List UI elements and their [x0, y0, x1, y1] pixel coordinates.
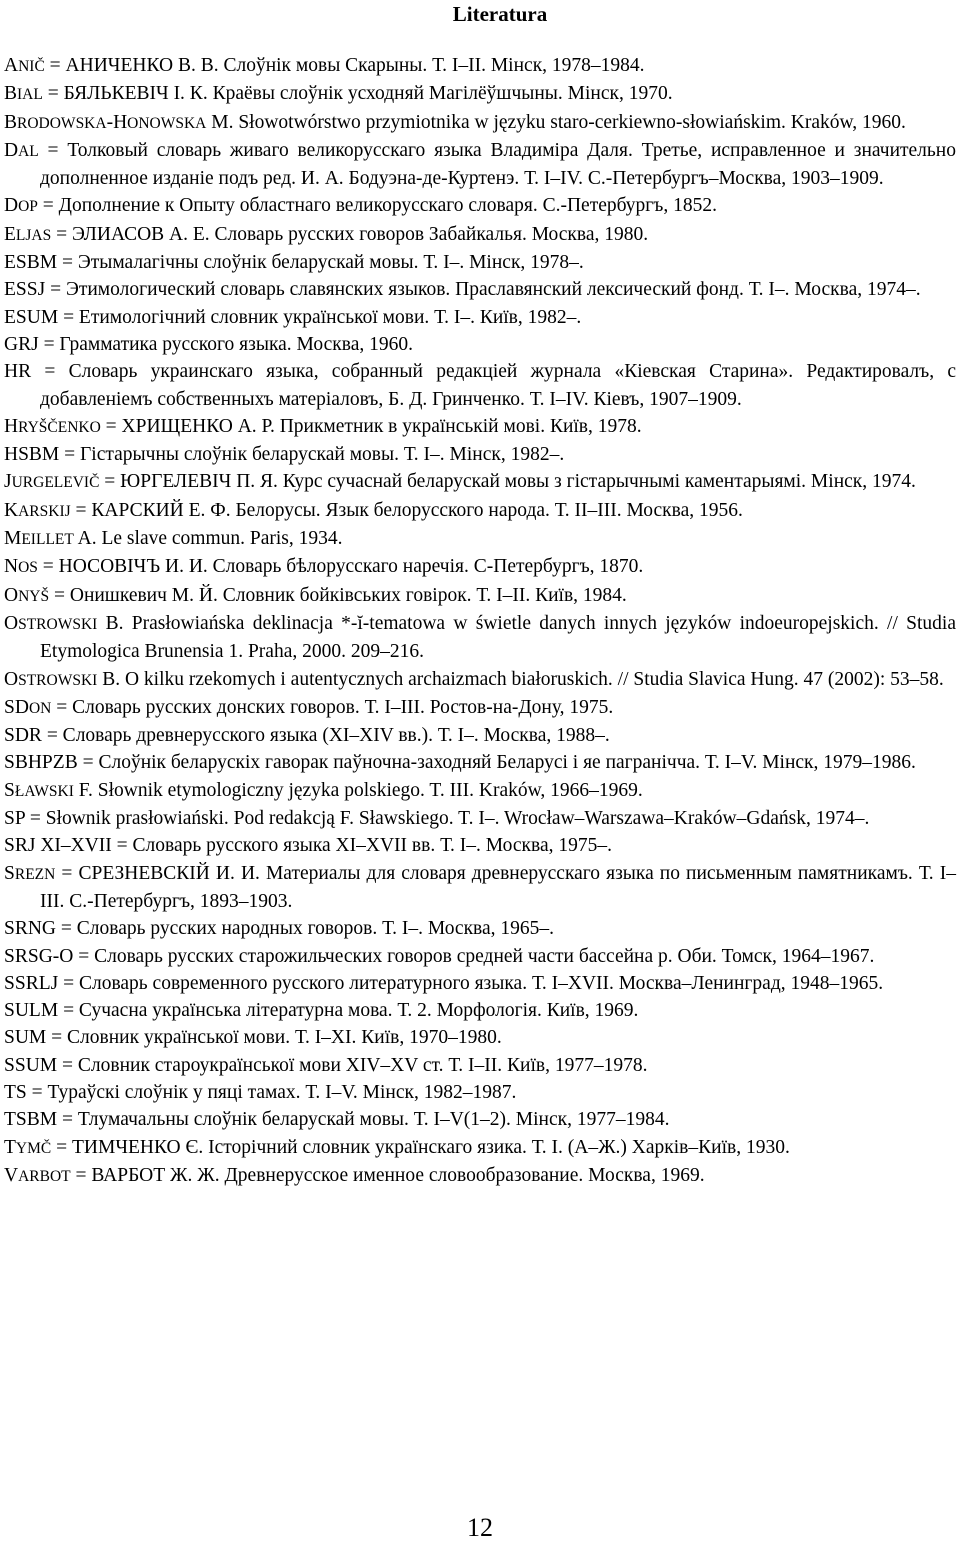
- abbreviation-part: А: [65, 55, 80, 76]
- entry-text: А. Е. Словарь русских говоров Забайкалья. Москва, 1980.: [164, 223, 649, 245]
- abbreviation-part: GRJ: [4, 333, 39, 355]
- abbreviation-part: =: [100, 415, 122, 437]
- entry-text: = Словарь русского языка XI–XVII вв. Т. I–. Москва, 1975–.: [111, 835, 612, 857]
- abbreviation-part: =: [44, 55, 66, 76]
- abbreviation-part: T: [4, 1136, 16, 1158]
- reference-entry: [4, 1024, 956, 1051]
- entry-abbreviation: [4, 556, 160, 577]
- entry-abbreviation: [4, 279, 45, 300]
- entry-abbreviation: [4, 224, 164, 245]
- abbreviation-part: Э: [72, 223, 84, 245]
- reference-entry: [4, 970, 956, 997]
- entry-abbreviation: [4, 140, 39, 161]
- entry-abbreviation: [4, 780, 74, 801]
- abbreviation-part: НИЧЕНКО: [79, 55, 174, 76]
- entry-abbreviation: [4, 252, 57, 273]
- abbreviation-part: OS: [18, 559, 38, 577]
- entry-abbreviation: [4, 1055, 57, 1076]
- abbreviation-part: SDR: [4, 725, 42, 747]
- abbreviation-part: NIČ: [18, 58, 45, 75]
- entry-text: = Гістарычны слоўнік беларускай мовы. Т. I–. Мінск, 1982–.: [59, 444, 565, 466]
- entry-abbreviation: [4, 725, 42, 746]
- reference-list: [4, 52, 956, 1190]
- reference-entry: [4, 468, 956, 496]
- entry-text: = Грамматика русского языка. Москва, 1960.: [38, 333, 413, 355]
- entry-abbreviation: [4, 307, 58, 328]
- reference-entry: [4, 80, 956, 108]
- abbreviation-part: С: [78, 862, 92, 884]
- entry-text: И. И. Словарь бѣлорусскаго наречія. С-Петербургъ, 1870.: [160, 556, 644, 578]
- abbreviation-part: SUM: [4, 1027, 47, 1049]
- entry-text: = Словарь древнерусского языка (XI–XIV вв.). Т. I–. Москва, 1988–.: [41, 725, 610, 747]
- reference-entry: [4, 109, 956, 137]
- abbreviation-part: =: [42, 83, 64, 105]
- reference-entry: [4, 137, 956, 193]
- abbreviation-part: TSBM: [4, 1109, 58, 1131]
- reference-entry: [4, 749, 956, 776]
- abbreviation-part: РИЩЕНКО: [135, 415, 233, 437]
- entry-text: = Словарь русских старожильческих говоров средней части бассейна р. Оби. Томск, 1964–1967.: [73, 945, 875, 967]
- abbreviation-part: H: [4, 415, 19, 437]
- abbreviation-part: ЯЛЬКЕВІЧ: [74, 83, 169, 105]
- abbreviation-part: ARSKIJ: [18, 502, 71, 520]
- abbreviation-part: J: [4, 471, 12, 493]
- entry-text: = Дополнение к Опыту областнаго великорусскаго словаря. С.-Петербургъ, 1852.: [37, 195, 718, 217]
- entry-abbreviation: [4, 1027, 46, 1048]
- abbreviation-part: Т: [72, 1136, 84, 1158]
- entry-abbreviation: [4, 416, 233, 437]
- reference-entry: [4, 860, 956, 916]
- abbreviation-part: O: [4, 668, 19, 690]
- entry-abbreviation: [4, 752, 78, 773]
- abbreviation-part: SSRLJ: [4, 972, 59, 994]
- abbreviation-part: ESUM: [4, 306, 59, 328]
- reference-entry: [4, 52, 956, 80]
- abbreviation-part: Н: [58, 556, 73, 578]
- entry-abbreviation: [4, 835, 112, 856]
- abbreviation-part: SD: [4, 696, 29, 718]
- abbreviation-part: M: [4, 528, 22, 550]
- abbreviation-part: URGELEVIČ: [11, 474, 100, 492]
- abbreviation-part: O: [4, 612, 19, 634]
- reference-entry: [4, 192, 956, 220]
- abbreviation-part: IAL: [17, 86, 43, 104]
- entry-text: = Этымалагічны слоўнік беларускай мовы. Т. I–. Мінск, 1978–.: [57, 252, 584, 274]
- abbreviation-part: ONOWSKA: [127, 114, 207, 132]
- entry-text: B. Prasłowiańska deklinacja *-ĭ-tematowa w świetle danych innych języków indoeuropejskich. // Studia Etymologica Brunensia 1. Praha, 2000. 209–216.: [40, 612, 956, 663]
- abbreviation-part: АРБОТ: [103, 1164, 166, 1186]
- reference-entry: [4, 915, 956, 942]
- entry-abbreviation: [4, 1137, 181, 1158]
- reference-entry: [4, 413, 956, 441]
- reference-entry: [4, 249, 956, 276]
- entry-text: = Тлумачальны слоўнік беларускай мовы. Т. I–V(1–2). Мінск, 1977–1984.: [57, 1109, 670, 1131]
- entry-text: І. К. Краёвы слоўнік усходняй Магілёўшчыны. Мінск, 1970.: [168, 83, 673, 105]
- entry-text: Е. Ф. Белорусы. Язык белорусского народа. Т. II–III. Москва, 1956.: [183, 499, 743, 521]
- entry-abbreviation: [4, 361, 31, 382]
- abbreviation-part: =: [99, 471, 121, 493]
- abbreviation-part: RODOWSKA: [17, 114, 107, 132]
- entry-abbreviation: [4, 973, 58, 994]
- abbreviation-part: K: [4, 499, 19, 521]
- abbreviation-part: AL: [18, 142, 39, 160]
- abbreviation-part: SRNG: [4, 918, 57, 940]
- reference-entry: [4, 304, 956, 331]
- abbreviation-part: ESBM: [4, 252, 58, 274]
- entry-abbreviation: [4, 918, 56, 939]
- reference-entry: [4, 694, 956, 722]
- entry-text: Є. Історічний словник українскаго язика. Т. I. (А–Ж.) Харків–Київ, 1930.: [180, 1136, 790, 1158]
- abbreviation-part: LJAS: [15, 226, 52, 244]
- abbreviation-part: STROWSKI: [18, 615, 98, 633]
- abbreviation-part: O: [4, 584, 19, 606]
- abbreviation-part: A: [4, 55, 19, 76]
- abbreviation-part: РГЕЛЕВІЧ: [140, 471, 232, 493]
- abbreviation-part: ЛИАСОВ: [83, 223, 165, 245]
- reference-entry: [4, 582, 956, 610]
- abbreviation-part: STROWSKI: [18, 671, 98, 689]
- reference-entry: [4, 722, 956, 749]
- entry-text: = Етимологічний словник української мови. Т. I–. Київ, 1982–.: [58, 306, 582, 328]
- abbreviation-part: =: [51, 223, 72, 245]
- abbreviation-part: SULM: [4, 1000, 59, 1022]
- entry-abbreviation: [4, 528, 74, 549]
- abbreviation-part: YMČ: [15, 1139, 52, 1157]
- abbreviation-part: SRSG-O: [4, 945, 74, 967]
- entry-text: = Словник української мови. Т. I–XI. Київ, 1970–1980.: [46, 1027, 502, 1049]
- page-number: 12: [467, 1513, 493, 1542]
- entry-text: A. Le slave commun. Paris, 1934.: [73, 528, 343, 550]
- entry-text: = Толковый словарь живаго великорусскаго языка Владиміра Даля. Третье, исправленное и значительно дополненное изданіе подъ ред. И. А. Бодуэна-де-Куртенэ. Т. I–IV. С.-Петербургъ–Москва, 1903–1909.: [38, 139, 956, 190]
- abbreviation-part: S: [4, 862, 15, 884]
- reference-entry: [4, 1052, 956, 1079]
- abbreviation-part: РЕЗНЕВСКІЙ: [91, 862, 210, 884]
- section-heading: Literatura: [452, 2, 548, 26]
- entry-text: = Словарь русских донских говоров. Т. I–III. Ростов-на-Дону, 1975.: [51, 696, 614, 718]
- abbreviation-part: R: [18, 361, 32, 383]
- reference-entry: [4, 997, 956, 1024]
- entry-abbreviation: [4, 1165, 165, 1186]
- entry-text: = Словарь современного русского литературного языка. Т. I–XVII. Москва–Ленинград, 1948–1965.: [58, 972, 884, 994]
- entry-abbreviation: [4, 946, 73, 967]
- entry-abbreviation: [4, 500, 184, 521]
- reference-entry: [4, 276, 956, 303]
- entry-abbreviation: [4, 444, 59, 465]
- abbreviation-part: HSBM: [4, 444, 60, 466]
- abbreviation-part: =: [37, 556, 59, 578]
- entry-abbreviation: [4, 613, 97, 634]
- abbreviation-part: -H: [106, 111, 128, 133]
- entry-text: F. Słownik etymologiczny języka polskiego. T. III. Kraków, 1966–1969.: [73, 779, 643, 801]
- abbreviation-part: TS: [4, 1081, 27, 1103]
- reference-entry: [4, 553, 956, 581]
- abbreviation-part: NYŠ: [18, 587, 50, 605]
- entry-abbreviation: [4, 1109, 57, 1130]
- abbreviation-part: EILLET: [21, 531, 74, 549]
- abbreviation-part: ARBOT: [18, 1167, 71, 1185]
- entry-text: А. Р. Прикметник в українській мові. Київ, 1978.: [232, 415, 642, 437]
- entry-text: П. Я. Курс сучаснай беларускай мовы з гістарычнымі каментарыямі. Мінск, 1974.: [231, 471, 916, 493]
- entry-abbreviation: [4, 697, 51, 718]
- reference-entry: [4, 805, 956, 832]
- entry-text: B. O kilku rzekomych i autentycznych archaizmach białoruskich. // Studia Slavica Hung. 47 (2002): 53–58.: [97, 668, 944, 690]
- abbreviation-part: ŁAWSKI: [14, 782, 74, 800]
- abbreviation-part: V: [4, 1164, 19, 1186]
- reference-entry: [4, 497, 956, 525]
- reference-entry: [4, 358, 956, 413]
- abbreviation-part: SBHPZB: [4, 752, 78, 774]
- abbreviation-part: ОСОВІЧЪ: [72, 556, 161, 578]
- entry-abbreviation: [4, 585, 49, 606]
- entry-text: = Словарь русских народных говоров. Т. I–. Москва, 1965–.: [56, 918, 555, 940]
- reference-entry: [4, 1162, 956, 1190]
- reference-entry: [4, 221, 956, 249]
- entry-text: = Słownik prasłowiański. Pod redakcją F. Sławskiego. T. I–. Wrocław–Warszawa–Kraków–Gdańsk, 1974–.: [24, 808, 870, 830]
- entry-text: = Слоўнік беларускіх гаворак паўночна-заходняй Беларусі і яе пагранічча. Т. I–V. Мінск, 1979–1986.: [77, 752, 916, 774]
- abbreviation-part: OP: [18, 198, 38, 216]
- abbreviation-part: SSUM: [4, 1054, 58, 1076]
- entry-text: = Сучасна українська літературна мова. Т. 2. Морфологія. Київ, 1969.: [58, 1000, 639, 1022]
- abbreviation-part: SRJ XI–XVII: [4, 835, 112, 857]
- abbreviation-part: ON: [28, 699, 52, 717]
- abbreviation-part: D: [4, 195, 19, 217]
- abbreviation-part: =: [70, 1164, 92, 1186]
- reference-entry: [4, 1106, 956, 1133]
- reference-entry: [4, 1134, 956, 1162]
- entry-text: Ж. Ж. Древнерусское именное словообразование. Москва, 1969.: [165, 1164, 705, 1186]
- entry-text: = Словарь украинскаго языка, собранный редакціей журнала «Кіевская Старина». Редактировалъ, с добавленіемъ собственныхъ матеріаловъ, Б. Д. Гринченко. Т. I–IV. Кіевъ, 1907–1909.: [31, 361, 956, 410]
- abbreviation-part: E: [4, 223, 16, 245]
- abbreviation-part: D: [4, 139, 19, 161]
- entry-abbreviation: [4, 195, 38, 216]
- reference-entry: [4, 777, 956, 805]
- entry-abbreviation: [4, 334, 39, 355]
- entry-abbreviation: [4, 112, 206, 133]
- abbreviation-part: АРСКИЙ: [104, 499, 184, 521]
- abbreviation-part: H: [4, 361, 19, 383]
- reference-entry: [4, 525, 956, 553]
- abbreviation-part: ИМЧЕНКО: [83, 1136, 181, 1158]
- entry-text: = Тураўскі слоўнік у пяці тамах. Т. I–V. Мінск, 1982–1987.: [26, 1081, 517, 1103]
- abbreviation-part: SP: [4, 808, 25, 830]
- entry-text: = Словник староукраїнської мови XIV–XV ст. Т. I–II. Київ, 1977–1978.: [57, 1054, 648, 1076]
- reference-entry: [4, 610, 956, 666]
- reference-entry: [4, 441, 956, 468]
- entry-abbreviation: [4, 1082, 27, 1103]
- entry-text: M. Słowotwórstwo przymiotnika w języku staro-cerkiewno-słowiańskim. Kraków, 1960.: [206, 111, 906, 133]
- entry-abbreviation: [4, 1000, 58, 1021]
- abbreviation-part: N: [4, 556, 19, 578]
- abbreviation-part: S: [4, 779, 15, 801]
- entry-abbreviation: [4, 863, 210, 884]
- reference-entry: [4, 1079, 956, 1106]
- abbreviation-part: К: [91, 499, 105, 521]
- abbreviation-part: Б: [63, 83, 75, 105]
- reference-entry: [4, 666, 956, 694]
- entry-text: = Этимологический словарь славянских языков. Праславянский лексический фонд. Т. I–. Москва, 1974–.: [45, 279, 921, 301]
- abbreviation-part: Ю: [120, 471, 141, 493]
- abbreviation-part: =: [55, 862, 79, 884]
- entry-abbreviation: [4, 83, 169, 104]
- abbreviation-part: =: [51, 1136, 72, 1158]
- entry-abbreviation: [4, 669, 97, 690]
- reference-entry: [4, 331, 956, 358]
- reference-entry: [4, 832, 956, 859]
- abbreviation-part: Х: [121, 415, 136, 437]
- abbreviation-part: =: [70, 499, 92, 521]
- entry-text: = Онишкевич М. Й. Словник бойківських говірок. Т. I–II. Київ, 1984.: [49, 584, 627, 606]
- abbreviation-part: В: [91, 1164, 104, 1186]
- entry-text: В. В. Слоўнік мовы Скарыны. Т. I–II. Мінск, 1978–1984.: [173, 55, 645, 76]
- abbreviation-part: B: [4, 111, 18, 133]
- entry-abbreviation: [4, 471, 231, 492]
- entry-abbreviation: [4, 55, 173, 76]
- entry-abbreviation: [4, 808, 25, 829]
- abbreviation-part: B: [4, 83, 18, 105]
- entry-text: И. И. Материалы для словаря древнерусскаго языка по письменным памятникамъ. Т. I–III. С.-Петербургъ, 1893–1903.: [40, 862, 956, 912]
- abbreviation-part: REZN: [14, 865, 56, 883]
- abbreviation-part: ESSJ: [4, 279, 46, 301]
- abbreviation-part: RYŠČENKO: [18, 418, 101, 436]
- reference-entry: [4, 943, 956, 970]
